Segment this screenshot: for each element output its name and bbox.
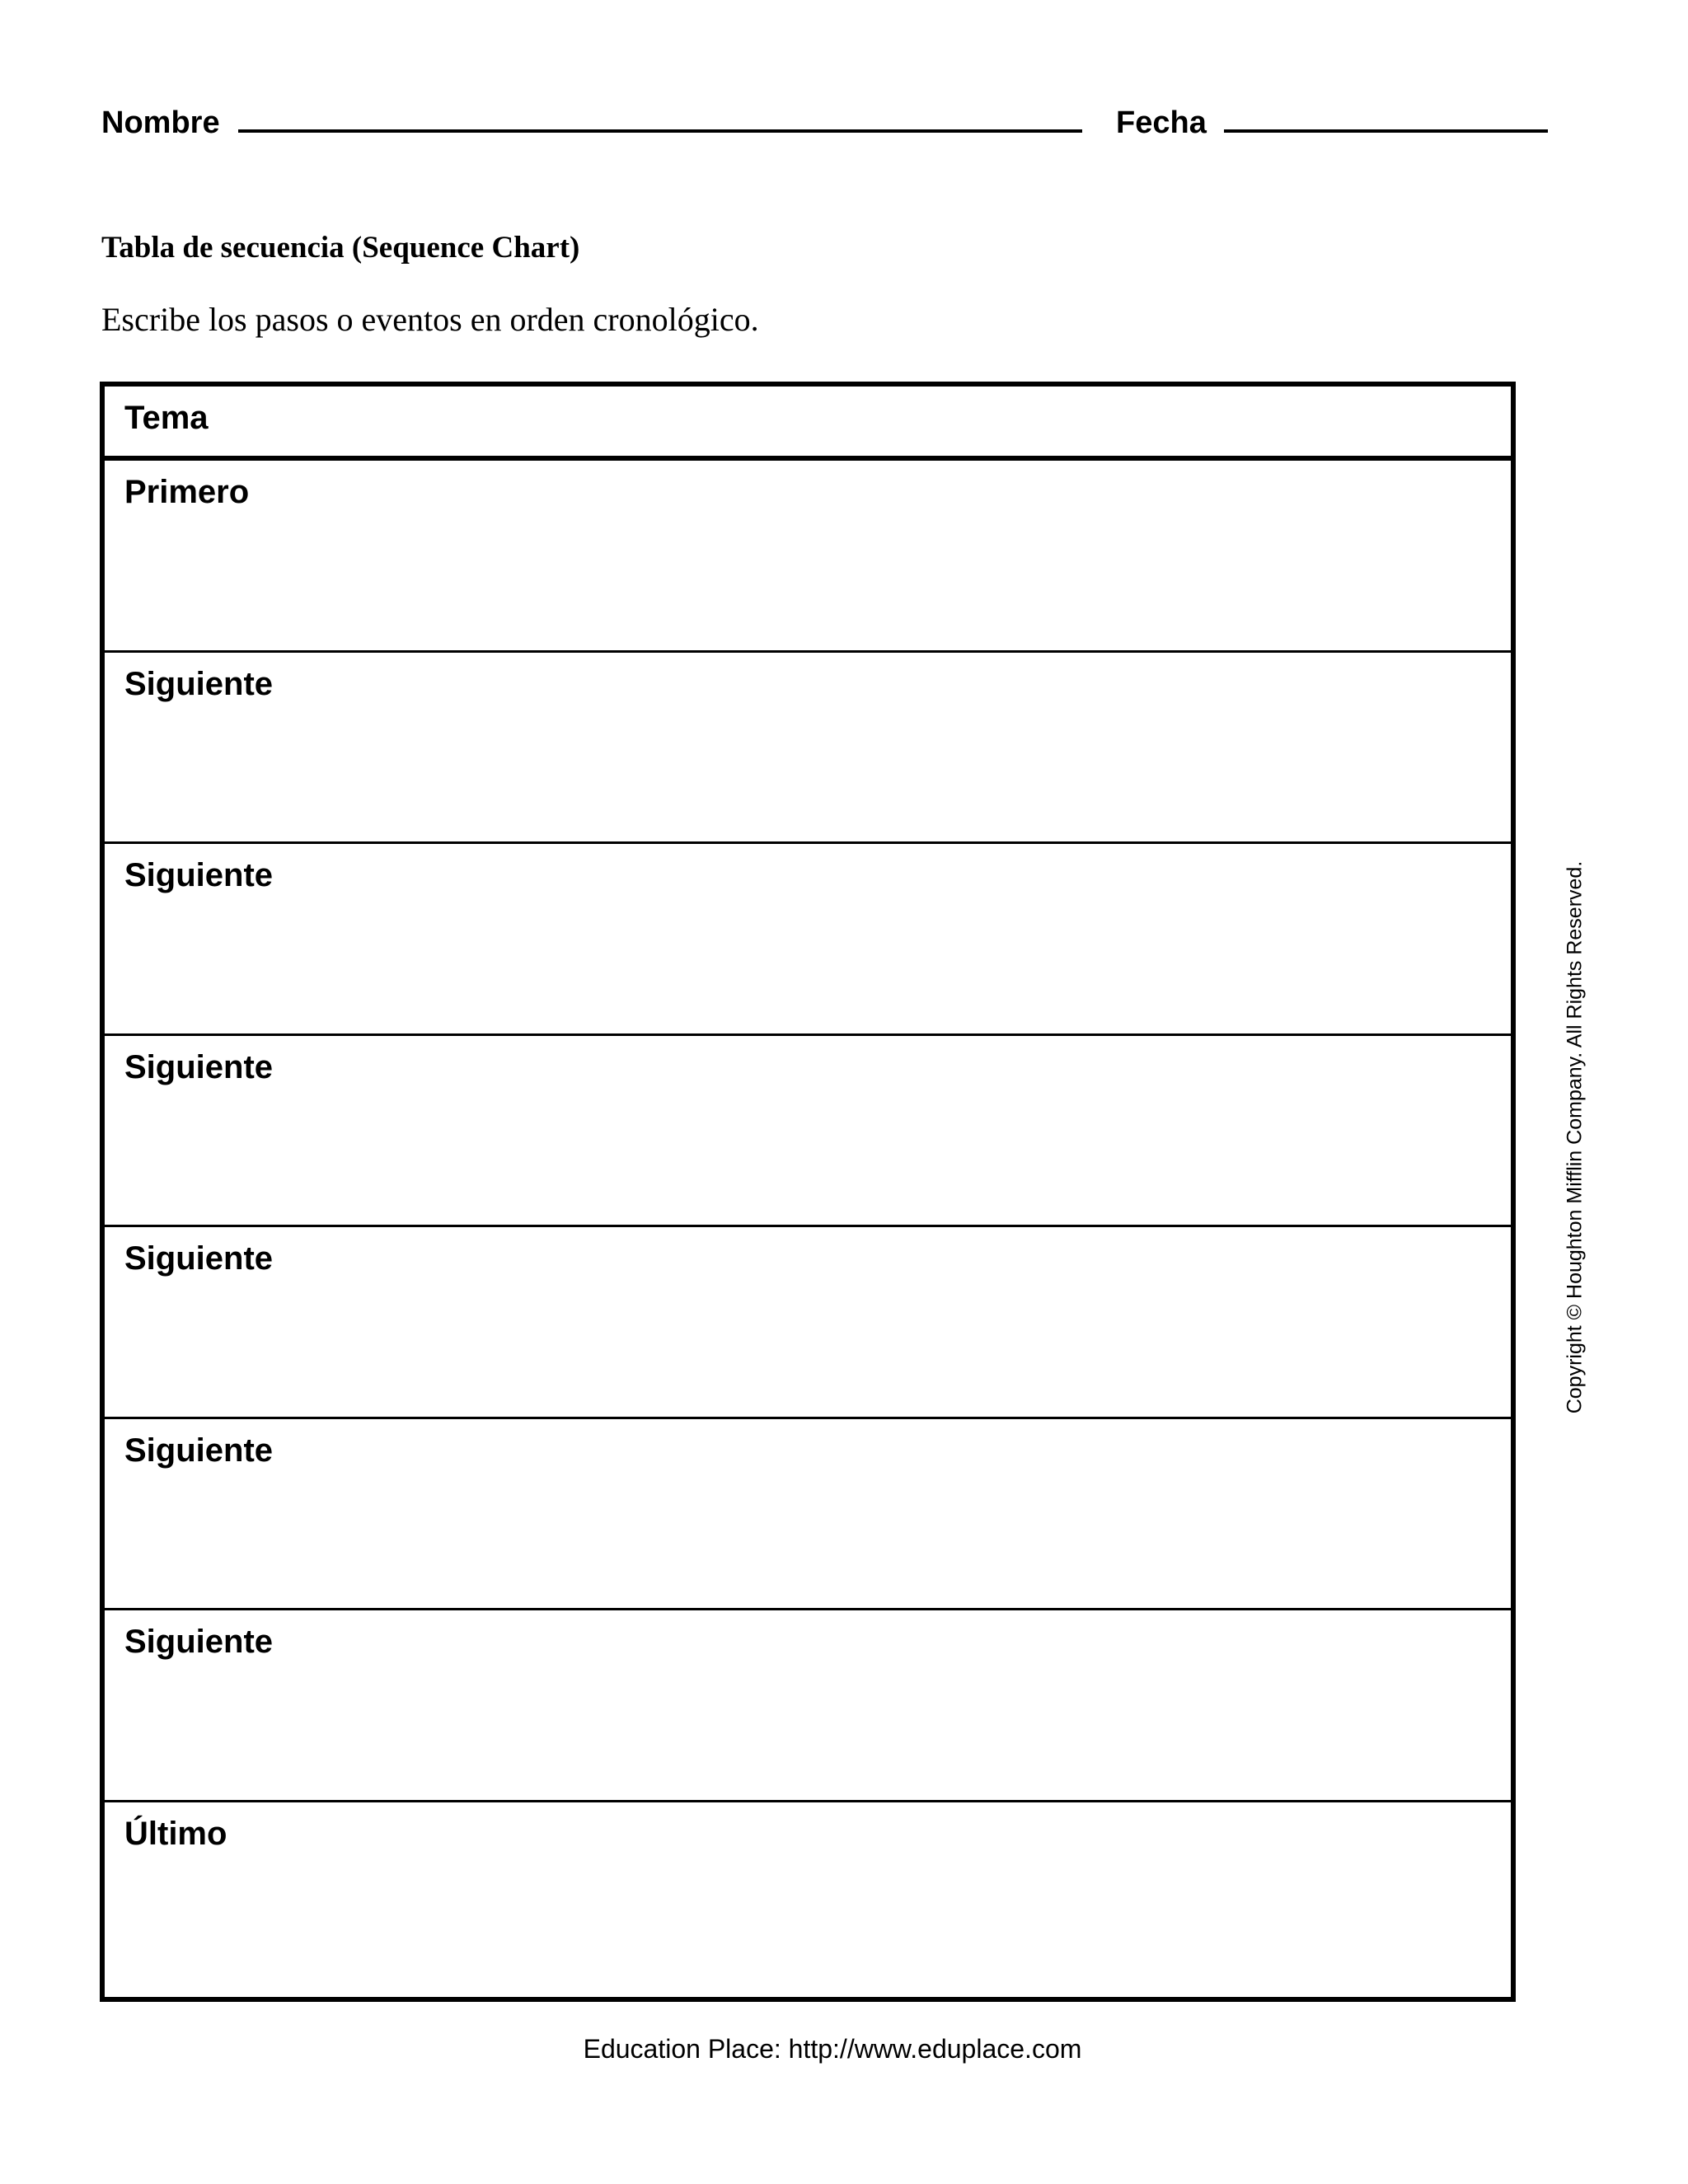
sequence-table bbox=[100, 382, 1516, 2002]
row-label: Siguiente bbox=[124, 1049, 274, 1085]
sequence-row-next-5[interactable] bbox=[105, 1419, 1511, 1610]
row-label: Siguiente bbox=[124, 666, 274, 702]
date-label: Fecha bbox=[1116, 105, 1207, 140]
row-label: Siguiente bbox=[124, 1240, 274, 1277]
topic-row[interactable] bbox=[105, 387, 1511, 461]
sequence-row-next-4[interactable] bbox=[105, 1227, 1511, 1419]
sequence-row-next-2[interactable] bbox=[105, 844, 1511, 1036]
sheet-title: Tabla de secuencia (Sequence Chart) bbox=[101, 231, 580, 265]
row-label: Último bbox=[124, 1816, 227, 1852]
name-label: Nombre bbox=[101, 105, 220, 140]
row-label: Siguiente bbox=[124, 1624, 274, 1660]
name-field[interactable] bbox=[238, 129, 1082, 133]
row-label: Primero bbox=[124, 474, 250, 510]
row-label: Siguiente bbox=[124, 857, 274, 893]
sequence-row-next-6[interactable] bbox=[105, 1610, 1511, 1802]
copyright-notice: Copyright © Houghton Mifflin Company. All Rights Reserved. bbox=[1563, 860, 1587, 1414]
sequence-row-next-3[interactable] bbox=[105, 1036, 1511, 1227]
sequence-row-first[interactable] bbox=[105, 461, 1511, 653]
sequence-row-next-1[interactable] bbox=[105, 653, 1511, 844]
topic-label: Tema bbox=[124, 400, 209, 436]
instructions-text: Escribe los pasos o eventos en orden cronológico. bbox=[101, 301, 759, 338]
sequence-row-last[interactable] bbox=[105, 1802, 1511, 1997]
footer-source: Education Place: http://www.eduplace.com bbox=[583, 2034, 1082, 2064]
row-label: Siguiente bbox=[124, 1432, 274, 1469]
date-field[interactable] bbox=[1224, 129, 1548, 133]
